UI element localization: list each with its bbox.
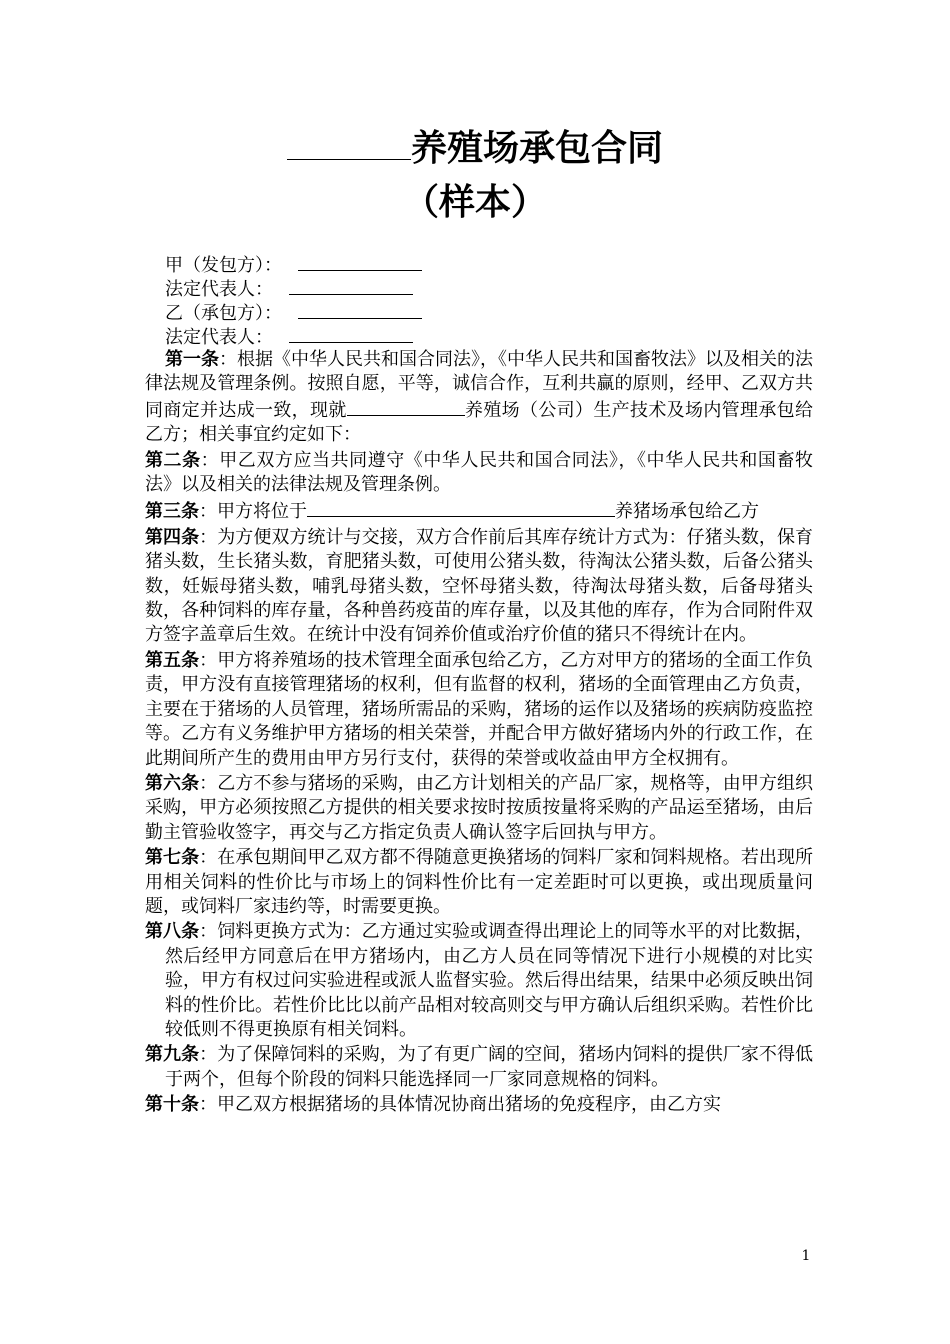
party-b-rep-blank bbox=[289, 324, 413, 343]
article-7: 第七条：在承包期间甲乙双方都不得随意更换猪场的饲料厂家和饲料规格。若出现所用相关饲料的性价比与市场上的饲料性价比有一定差距时可以更换，或出现质量问题，或饲料厂家违约等，时需要更换。 bbox=[145, 847, 814, 917]
party-a-label: 甲（发包方）： bbox=[165, 255, 282, 276]
location-blank bbox=[307, 498, 615, 517]
party-b-rep-label: 法定代表人： bbox=[165, 327, 273, 348]
article-5: 第五条：甲方将养殖场的技术管理全面承包给乙方，乙方对甲方的猪场的全面工作负责，甲方没有直接管理猪场的权利，但有监督的权利，猪场的全面管理由乙方负责，主要在于猪场的人员管理，猪场所需品的采购，猪场的运作以及猪场的疾病防疫监控等。乙方有义务维护甲方猪场的相关荣誉，并配合甲方做好猪场内外的行政工作，在此期间所产生的费用由甲方另行支付，获得的荣誉或收益由甲方全权拥有。 bbox=[145, 649, 814, 769]
article-8: 第八条：饲料更换方式为：乙方通过实验或调查得出理论上的同等水平的对比数据，然后经甲方同意后在甲方猪场内，由乙方人员在同等情况下进行小规模的对比实验，甲方有权过问实验进程或派人监督实验。然后得出结果，结果中必须反映出饲料的性价比。若性价比比以前产品相对较高则交与甲方确认后组织采购。若性价比较低则不得更换原有相关饲料。 bbox=[145, 921, 814, 1040]
party-a-rep-blank bbox=[289, 276, 413, 295]
party-b-representative bbox=[165, 324, 413, 350]
party-a-rep-label: 法定代表人： bbox=[165, 279, 273, 300]
farm-name-blank bbox=[347, 397, 465, 416]
party-a-blank bbox=[298, 252, 422, 271]
party-b-label: 乙（承包方）： bbox=[165, 303, 282, 324]
article-6: 第六条：乙方不参与猪场的采购，由乙方计划相关的产品厂家，规格等，由甲方组织采购，甲方必须按照乙方提供的相关要求按时按质按量将采购的产品运至猪场，由后勤主管验收签字，再交与乙方指定负责人确认签字后回执与甲方。 bbox=[145, 772, 814, 843]
article-1: 第一条：根据《中华人民共和国合同法》，《中华人民共和国畜牧法》以及相关的法律法规及管理条例。按照自愿，平等，诚信合作，互利共赢的原则，经甲、乙双方共同商定并达成一致，现就 养殖场（公司）生产技术及场内管理承包给乙方；相关事宜约定如下： bbox=[145, 349, 814, 446]
contract-title: 养殖场承包合同 bbox=[0, 126, 950, 170]
title-blank bbox=[287, 131, 411, 160]
party-a-representative bbox=[165, 276, 413, 302]
article-10: 第十条：甲乙双方根据猪场的具体情况协商出猪场的免疫程序，由乙方实 bbox=[145, 1094, 721, 1116]
party-a bbox=[165, 252, 422, 278]
party-b-blank bbox=[298, 300, 422, 319]
article-4: 第四条：为方便双方统计与交接，双方合作前后其库存统计方式为：仔猪头数，保育猪头数，生长猪头数，育肥猪头数，可使用公猪头数，待淘汰公猪头数，后备公猪头数，妊娠母猪头数，哺乳母猪头数，空怀母猪头数，待淘汰母猪头数，后备母猪头数，各种饲料的库存量，各种兽药疫苗的库存量，以及其他的库存，作为合同附件双方签字盖章后生效。在统计中没有饲养价值或治疗价值的猪只不得统计在内。 bbox=[145, 526, 814, 646]
article-2: 第二条：甲乙双方应当共同遵守《中华人民共和国合同法》，《中华人民共和国畜牧法》以及相关的法律法规及管理条例。 bbox=[145, 449, 814, 496]
article-9: 第九条：为了保障饲料的采购，为了有更广阔的空间，猪场内饲料的提供厂家不得低于两个，但每个阶段的饲料只能选择同一厂家同意规格的饲料。 bbox=[145, 1044, 814, 1090]
contract-subtitle: （样本） bbox=[402, 181, 547, 223]
article-3: 第三条：甲方将位于 养猪场承包给乙方 bbox=[145, 498, 813, 524]
page-number: 1 bbox=[801, 1248, 811, 1264]
contract-body bbox=[145, 348, 813, 1119]
party-b bbox=[165, 300, 422, 326]
